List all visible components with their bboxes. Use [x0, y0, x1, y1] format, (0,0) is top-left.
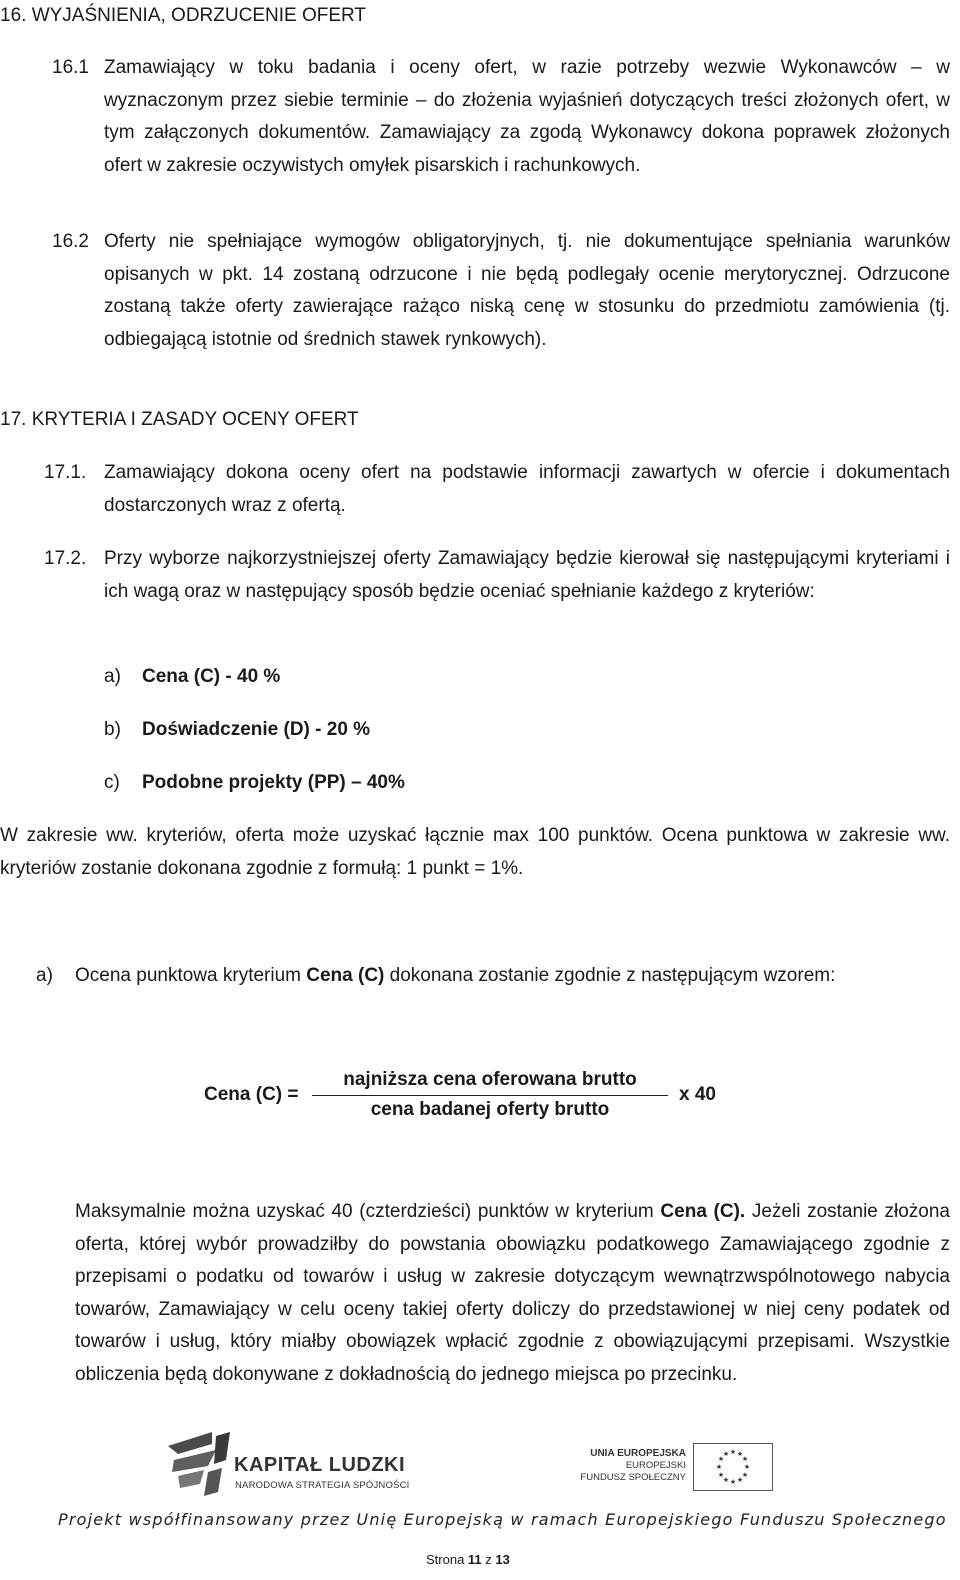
- criterion-marker: a): [104, 666, 121, 687]
- criterion-label: Doświadczenie (D) - 20 %: [142, 719, 371, 740]
- paragraph-17-2-number: 17.2.: [44, 548, 87, 569]
- kapital-ludzki-logo-icon: [164, 1430, 234, 1498]
- page-number: Strona 11 z 13: [426, 1552, 510, 1567]
- eu-flag-icon: [693, 1443, 773, 1491]
- criterion-item: [104, 716, 371, 744]
- svg-text:★: ★: [729, 1448, 737, 1456]
- paragraph-16-1-number: 16.1: [52, 57, 89, 78]
- svg-text:★: ★: [717, 1455, 725, 1463]
- svg-text:★: ★: [736, 1450, 744, 1458]
- criterion-item: [104, 769, 405, 797]
- formula-fraction-line: [312, 1095, 668, 1096]
- paragraph-16-1: Zamawiający w toku badania i oceny ofert, w razie potrzeby wezwie Wykonawców – w wyznaczonym przez siebie terminie – do złożenia wyjaśnień dotyczących treści złożonych ofert, w tym załączonych dokumentów. Zamawiający za zgodą Wykonawcy dokona poprawek złożonych ofert w zakresie oczywistych omyłek pisarskich i rachunkowych.: [104, 57, 950, 176]
- svg-text:★: ★: [729, 1478, 737, 1486]
- eu-fund-text: UNIA EUROPEJSKA EUROPEJSKI FUNDUSZ SPOŁECZNY: [580, 1448, 686, 1483]
- criterion-marker: b): [104, 719, 121, 740]
- criterion-label: Cena (C) - 40 %: [142, 666, 281, 687]
- formula-multiplier: x 40: [679, 1084, 716, 1105]
- section-17-heading: 17. KRYTERIA I ZASADY OCENY OFERT: [0, 409, 359, 430]
- svg-text:★: ★: [715, 1463, 723, 1471]
- paragraph-16-2-number: 16.2: [52, 231, 89, 252]
- formula-denominator: cena badanej oferty brutto: [370, 1099, 610, 1120]
- price-criterion-intro: Ocena punktowa kryterium Cena (C) dokonana zostanie zgodnie z następującym wzorem:: [75, 965, 836, 986]
- svg-text:★: ★: [722, 1476, 730, 1484]
- svg-text:★: ★: [743, 1463, 751, 1471]
- kapital-ludzki-subtitle: NARODOWA STRATEGIA SPÓJNOŚCI: [235, 1480, 410, 1491]
- formula-numerator: najniższa cena oferowana brutto: [343, 1069, 637, 1090]
- svg-text:★: ★: [741, 1455, 749, 1463]
- paragraph-17-1: Zamawiający dokona oceny ofert na podstawie informacji zawartych w ofercie i dokumentach dostarczonych wraz z ofertą.: [104, 462, 950, 516]
- svg-text:★: ★: [717, 1471, 725, 1479]
- criterion-label: Podobne projekty (PP) – 40%: [142, 772, 405, 793]
- points-paragraph: W zakresie ww. kryteriów, oferta może uzyskać łącznie max 100 punktów. Ocena punktowa w zakresie ww. kryteriów zostanie dokonana zgodnie z formułą: 1 punkt = 1%.: [0, 825, 950, 879]
- criterion-marker: c): [104, 772, 120, 793]
- price-max-paragraph: Maksymalnie można uzyskać 40 (czterdzieści) punktów w kryterium Cena (C). Jeżeli zostanie złożona oferta, której wybór prowadziłby do powstania obowiązku podatkowego Zamawiającego zgodnie z przepisami o podatku od towarów i usług w zakresie dotyczącym wewnątrzwspólnotowego nabycia towarów, Zamawiający w celu oceny takiej oferty doliczy do przedstawionej w niej ceny podatek od towarów i usług, który miałby obowiązek wpłacić zgodnie z obowiązującymi przepisami. Wszystkie obliczenia będą dokonywane z dokładnością do jednego miejsca po przecinku.: [75, 1201, 951, 1385]
- svg-text:★: ★: [741, 1471, 749, 1479]
- svg-text:★: ★: [736, 1476, 744, 1484]
- section-16-heading: 16. WYJAŚNIENIA, ODRZUCENIE OFERT: [0, 5, 366, 26]
- price-criterion-marker: a): [36, 965, 53, 986]
- paragraph-17-2: Przy wyborze najkorzystniejszej oferty Zamawiający będzie kierował się następującymi kryteriami i ich wagą oraz w następujący sposób będzie oceniać spełnianie każdego z kryteriów:: [104, 548, 950, 602]
- formula-label: Cena (C) =: [204, 1084, 299, 1105]
- paragraph-17-1-number: 17.1.: [44, 462, 87, 483]
- criterion-item: [104, 663, 281, 691]
- svg-text:★: ★: [722, 1450, 730, 1458]
- kapital-ludzki-title: KAPITAŁ LUDZKI: [234, 1454, 406, 1476]
- paragraph-16-2: Oferty nie spełniające wymogów obligatoryjnych, tj. nie dokumentujące spełniania warunków opisanych w pkt. 14 zostaną odrzucone i nie będą podlegały ocenie merytorycznej. Odrzucone zostaną także oferty zawierające rażąco niską cenę w stosunku do przedmiotu zamówienia (tj. odbiegającą istotnie od średnich stawek rynkowych).: [104, 231, 950, 350]
- cofinancing-note: Projekt współfinansowany przez Unię Europejską w ramach Europejskiego Funduszu Społecznego: [58, 1510, 947, 1529]
